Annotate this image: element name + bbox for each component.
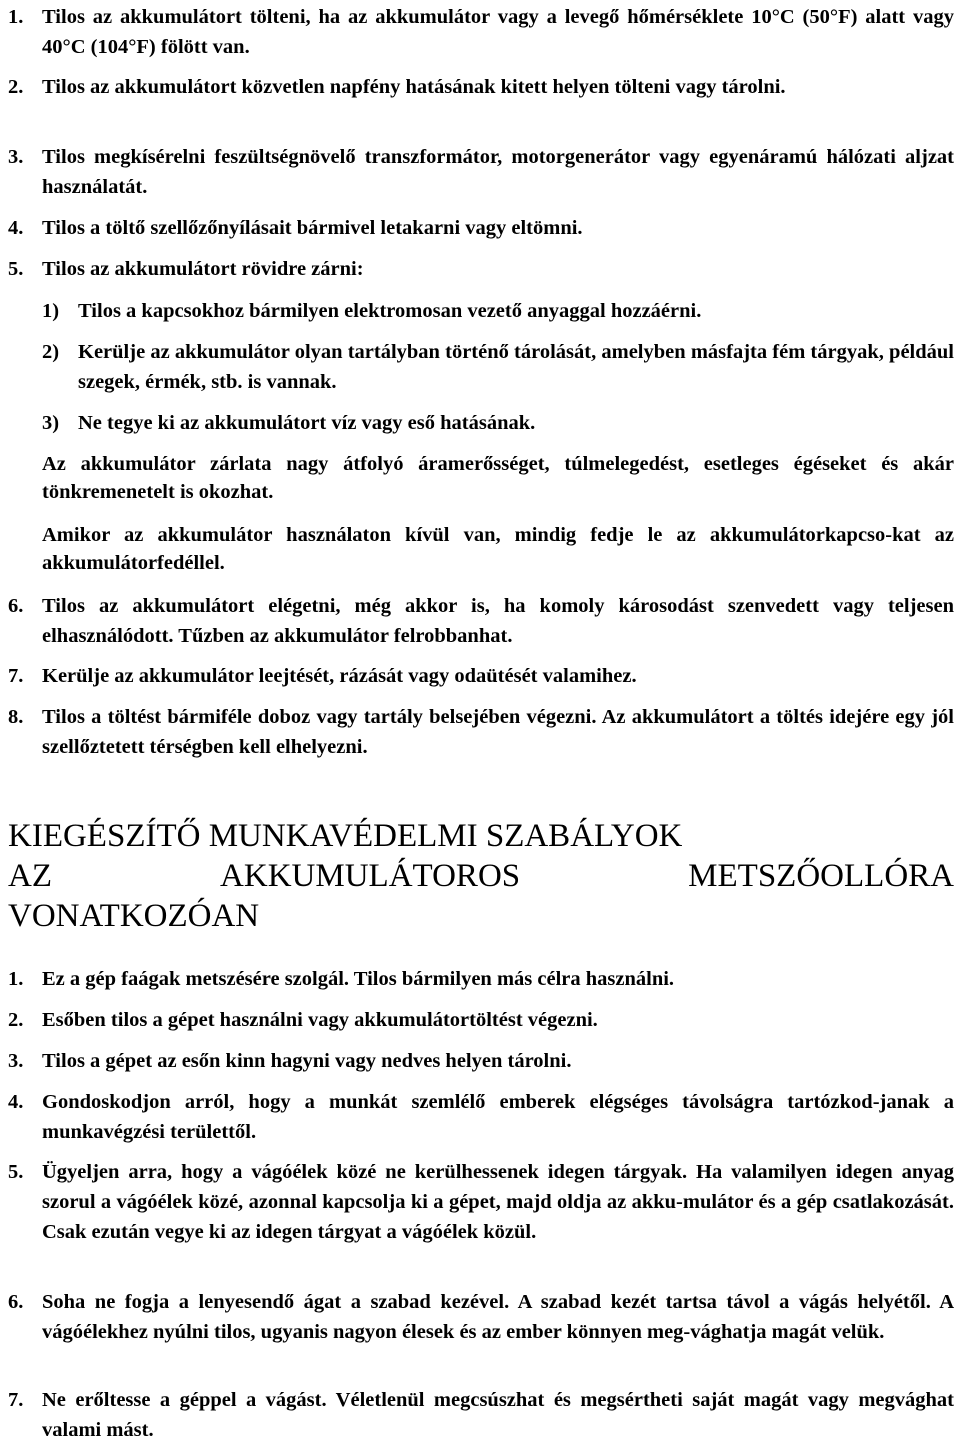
- heading-word: METSZŐOLLÓRA: [688, 858, 954, 894]
- sub-list-number: 1): [42, 300, 60, 322]
- list-item: [8, 142, 954, 202]
- list-item: [8, 1385, 954, 1445]
- list-item: [8, 661, 954, 691]
- heading-line: VONATKOZÓAN: [8, 898, 260, 934]
- list-number: 4.: [8, 1091, 24, 1113]
- list-text: Esőben tilos a gépet használni vagy akkumulátortöltést végezni.: [42, 1009, 598, 1031]
- sub-list-text: Ne tegye ki az akkumulátort víz vagy eső hatásának.: [78, 412, 536, 434]
- list-item: [8, 1046, 954, 1076]
- list-number: 5.: [8, 1161, 24, 1183]
- sub-list-text: Kerülje az akkumulátor olyan tartályban történő tárolását, amelyben másfajta fém tárgyak, például szegek, érmék, stb. is vannak.: [78, 341, 954, 393]
- list-item: [8, 1287, 954, 1347]
- list-text: Ez a gép faágak metszésére szolgál. Tilos bármilyen más célra használni.: [42, 968, 675, 990]
- heading-word: AKKUMULÁTOROS: [220, 858, 521, 894]
- list-number: 1.: [8, 6, 24, 28]
- list-number: 6.: [8, 595, 24, 617]
- list-number: 6.: [8, 1291, 24, 1313]
- list-number: 8.: [8, 706, 24, 728]
- list-item: [8, 2, 954, 62]
- list-text: Kerülje az akkumulátor leejtését, rázását vagy odaütését valamihez.: [42, 665, 637, 687]
- paragraph: Az akkumulátor zárlata nagy átfolyó áramerősséget, túlmelegedést, esetleges égéseket és akár tönkremenetelt is okozhat.: [42, 453, 954, 503]
- list-text: Ne erőltesse a géppel a vágást. Véletlenül megcsúszhat és megsértheti saját magát vagy megvághat valami mást.: [42, 1389, 954, 1441]
- list-text: Gondoskodjon arról, hogy a munkát szemlélő emberek elégséges távolságra tartózkod-janak a munkavégzési területtől.: [42, 1091, 954, 1143]
- list-number: 7.: [8, 1389, 24, 1411]
- list-number: 3.: [8, 1050, 24, 1072]
- list-text: Soha ne fogja a lenyesendő ágat a szabad kezével. A szabad kezét tartsa távol a vágás helyétől. A vágóélekhez nyúlni tilos, ugyanis nagyon élesek és az ember könnyen meg-vághatja magát velük.: [42, 1291, 954, 1343]
- list-text: Tilos az akkumulátort közvetlen napfény hatásának kitett helyen tölteni vagy tárolni.: [42, 76, 786, 98]
- sub-list-item: [42, 296, 954, 326]
- list-text: Tilos az akkumulátort tölteni, ha az akkumulátor vagy a levegő hőmérséklete 10°C (50°F) alatt vagy 40°C (104°F) fölött van.: [42, 6, 954, 58]
- list-text: Tilos az akkumulátort rövidre zárni:: [42, 258, 364, 280]
- list-item: [8, 72, 954, 102]
- section-heading: [8, 816, 954, 936]
- list-text: Tilos a töltést bármiféle doboz vagy tartály belsejében végezni. Az akkumulátort a töltés idejére egy jól szellőztetett térségben kell elhelyezni.: [42, 706, 954, 758]
- list-item: [8, 1005, 954, 1035]
- sub-list-text: Tilos a kapcsokhoz bármilyen elektromosan vezető anyaggal hozzáérni.: [78, 300, 702, 322]
- list-item: [8, 591, 954, 651]
- sub-list-item: [42, 408, 954, 438]
- list-text: Ügyeljen arra, hogy a vágóélek közé ne kerülhessenek idegen tárgyak. Ha valamilyen idegen anyag szorul a vágóélek közé, azonnal kapcsolja ki a gépet, majd oldja az akku-mulátor és a gép csatlakozását. Csak ezután vegye ki az idegen tárgyat a vágóélek közül.: [42, 1161, 954, 1243]
- sub-list-number: 3): [42, 412, 60, 434]
- list-item: [8, 702, 954, 762]
- list-text: Tilos az akkumulátort elégetni, még akkor is, ha komoly károsodást szenvedett vagy teljesen elhasználódott. Tűzben az akkumulátor felrobbanhat.: [42, 595, 954, 647]
- list-number: 2.: [8, 1009, 24, 1031]
- list-number: 4.: [8, 217, 24, 239]
- list-item: [8, 254, 954, 284]
- heading-line: [8, 856, 954, 896]
- list-item: [8, 1157, 954, 1247]
- list-text: Tilos a gépet az esőn kinn hagyni vagy nedves helyen tárolni.: [42, 1050, 572, 1072]
- list-number: 1.: [8, 968, 24, 990]
- sub-list-item: [42, 337, 954, 397]
- list-number: 3.: [8, 146, 24, 168]
- list-item: [8, 964, 954, 994]
- list-number: 2.: [8, 76, 24, 98]
- sub-list-number: 2): [42, 341, 60, 363]
- list-item: [8, 213, 954, 243]
- heading-word: AZ: [8, 858, 52, 894]
- heading-line: KIEGÉSZÍTŐ MUNKAVÉDELMI SZABÁLYOK: [8, 818, 683, 854]
- list-number: 5.: [8, 258, 24, 280]
- list-item: [8, 1087, 954, 1147]
- list-text: Tilos megkísérelni feszültségnövelő transzformátor, motorgenerátor vagy egyenáramú hálózati aljzat használatát.: [42, 146, 954, 198]
- paragraph: Amikor az akkumulátor használaton kívül van, mindig fedje le az akkumulátorkapcso-kat az akkumulátorfedéllel.: [42, 524, 954, 574]
- list-text: Tilos a töltő szellőzőnyílásait bármivel letakarni vagy eltömni.: [42, 217, 583, 239]
- list-number: 7.: [8, 665, 24, 687]
